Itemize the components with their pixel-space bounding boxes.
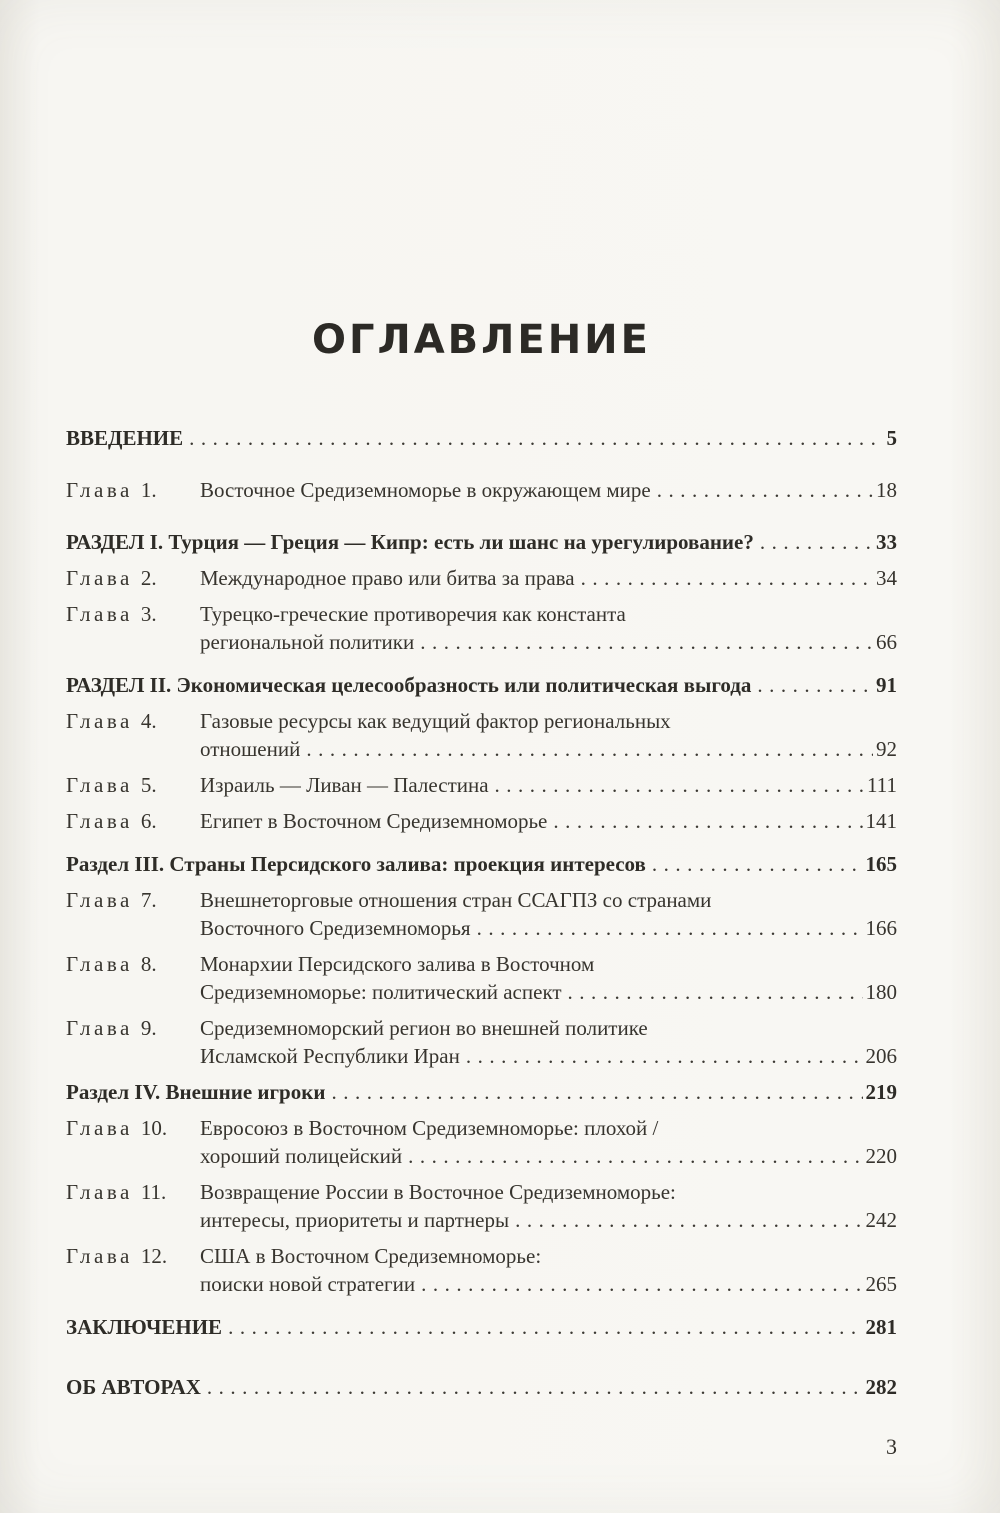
toc-entry-text (66, 1313, 897, 1341)
chapter-label (66, 476, 200, 504)
dot-leader (581, 564, 873, 592)
toc-page-ref: 18 (876, 478, 897, 502)
dot-leader (477, 914, 863, 942)
toc-line (66, 424, 897, 452)
toc-line (200, 707, 897, 735)
dot-leader (515, 1206, 862, 1234)
toc-line (200, 1242, 897, 1270)
toc-line (200, 1142, 897, 1170)
chapter-label (66, 600, 200, 656)
chapter-label-word: Глава (66, 1244, 133, 1268)
toc-entry (66, 1178, 897, 1234)
toc-entry (66, 1373, 897, 1401)
toc-line-text: интересы, приоритеты и партнеры (200, 1208, 510, 1232)
toc-line-text: Исламской Республики Иран (200, 1044, 460, 1068)
dot-leader (657, 476, 873, 504)
chapter-label (66, 1242, 200, 1298)
toc-page-ref: 219 (865, 1080, 897, 1104)
toc-line (200, 807, 897, 835)
toc-page-ref: 91 (876, 673, 897, 697)
toc-line-text: ОБ АВТОРАХ (66, 1375, 201, 1399)
chapter-label-word: Глава (66, 1116, 133, 1140)
toc-entry (66, 950, 897, 1006)
chapter-label-word: Глава (66, 1016, 133, 1040)
toc-line-text: Средиземноморский регион во внешней политике (200, 1016, 648, 1040)
toc-line-text: хороший полицейский (200, 1144, 403, 1168)
toc-entry-text (66, 1078, 897, 1106)
chapter-label (66, 707, 200, 763)
toc-page-ref: 180 (865, 980, 897, 1004)
toc-page-ref: 92 (876, 737, 897, 761)
toc-line-text: Газовые ресурсы как ведущий фактор региональных (200, 709, 671, 733)
toc-line (66, 1078, 897, 1106)
toc-line (200, 628, 897, 656)
table-of-contents (66, 424, 897, 1401)
dot-leader (331, 1078, 862, 1106)
toc-line-text: поиски новой стратегии (200, 1272, 416, 1296)
dot-leader (760, 528, 873, 556)
chapter-label-word: Глава (66, 566, 133, 590)
chapter-label-number: 8. (140, 952, 157, 976)
toc-line (200, 771, 897, 799)
toc-entry (66, 1313, 897, 1341)
toc-line-text: РАЗДЕЛ I. Турция — Греция — Кипр: есть ли шанс на урегулирование? (66, 530, 754, 554)
toc-page-ref: 66 (876, 630, 897, 654)
chapter-label-word: Глава (66, 478, 133, 502)
dot-leader (568, 978, 863, 1006)
toc-entry (66, 886, 897, 942)
toc-entry-text (66, 528, 897, 556)
chapter-label-number: 1. (140, 478, 157, 502)
toc-entry (66, 671, 897, 699)
chapter-label (66, 1014, 200, 1070)
dot-leader (408, 1142, 862, 1170)
dot-leader (495, 771, 865, 799)
toc-line-text: Турецко-греческие противоречия как константа (200, 602, 626, 626)
toc-line (66, 671, 897, 699)
toc-entry (66, 528, 897, 556)
toc-entry-text (66, 424, 897, 452)
chapter-label-word: Глава (66, 1180, 133, 1204)
toc-line (200, 914, 897, 942)
chapter-label (66, 950, 200, 1006)
toc-line-text: Международное право или битва за права (200, 566, 575, 590)
toc-entry-text (200, 1114, 897, 1170)
toc-entry-text (200, 476, 897, 504)
toc-line-text: Средиземноморье: политический аспект (200, 980, 562, 1004)
chapter-label-word: Глава (66, 952, 133, 976)
toc-line-text: региональной политики (200, 630, 415, 654)
toc-page-ref: 34 (876, 566, 897, 590)
chapter-label-number: 2. (140, 566, 157, 590)
toc-line-text: Восточного Средиземноморья (200, 916, 471, 940)
chapter-label-number: 5. (140, 773, 157, 797)
toc-line-text: отношений (200, 737, 301, 761)
toc-entry-text (200, 771, 897, 799)
toc-line (200, 978, 897, 1006)
toc-entry (66, 600, 897, 656)
toc-entry-text (200, 807, 897, 835)
toc-entry-text (200, 1242, 897, 1298)
toc-entry (66, 771, 897, 799)
chapter-label (66, 1114, 200, 1170)
toc-entry (66, 807, 897, 835)
toc-line (66, 850, 897, 878)
toc-line-text: Внешнеторговые отношения стран ССАГПЗ со странами (200, 888, 712, 912)
toc-entry (66, 1078, 897, 1106)
toc-page-ref: 141 (865, 809, 897, 833)
toc-line (200, 1178, 897, 1206)
toc-entry (66, 1114, 897, 1170)
toc-line (200, 1270, 897, 1298)
toc-entry (66, 424, 897, 452)
toc-page-ref: 282 (865, 1375, 897, 1399)
toc-page-ref: 265 (865, 1272, 897, 1296)
toc-line-text: ЗАКЛЮЧЕНИЕ (66, 1315, 223, 1339)
toc-entry (66, 707, 897, 763)
toc-line (200, 950, 897, 978)
toc-line (200, 1114, 897, 1142)
page-title: ОГЛАВЛЕНИЕ (312, 317, 651, 363)
toc-entry (66, 1014, 897, 1070)
toc-line-text: Монархии Персидского залива в Восточном (200, 952, 595, 976)
toc-page-ref: 220 (865, 1144, 897, 1168)
chapter-label-word: Глава (66, 888, 133, 912)
toc-line-text: Восточное Средиземноморье в окружающем мире (200, 478, 651, 502)
toc-line (66, 1313, 897, 1341)
toc-entry (66, 564, 897, 592)
chapter-label-word: Глава (66, 809, 133, 833)
toc-entry-text (200, 1178, 897, 1234)
dot-leader (652, 850, 863, 878)
chapter-label (66, 1178, 200, 1234)
toc-line (200, 1206, 897, 1234)
toc-entry-text (200, 564, 897, 592)
dot-leader (228, 1313, 862, 1341)
toc-entry-text (200, 707, 897, 763)
toc-line (66, 528, 897, 556)
toc-line (200, 476, 897, 504)
chapter-label-number: 6. (140, 809, 157, 833)
toc-page-ref: 5 (886, 426, 897, 450)
toc-line-text: Израиль — Ливан — Палестина (200, 773, 489, 797)
toc-page-ref: 165 (865, 852, 897, 876)
page-number: 3 (886, 1434, 897, 1459)
toc-page-ref: 33 (876, 530, 897, 554)
chapter-label (66, 771, 200, 799)
toc-line-text: США в Восточном Средиземноморье: (200, 1244, 542, 1268)
toc-entry-text (66, 671, 897, 699)
toc-entry-text (66, 850, 897, 878)
toc-line-text: Раздел III. Страны Персидского залива: проекция интересов (66, 852, 646, 876)
toc-entry-text (200, 886, 897, 942)
toc-page-ref: 166 (865, 916, 897, 940)
chapter-label-number: 11. (140, 1180, 167, 1204)
toc-entry (66, 850, 897, 878)
toc-entry-text (200, 600, 897, 656)
dot-leader (207, 1373, 863, 1401)
dot-leader (420, 628, 873, 656)
chapter-label-word: Глава (66, 773, 133, 797)
toc-line (200, 735, 897, 763)
toc-line-text: Евросоюз в Восточном Средиземноморье: плохой / (200, 1116, 659, 1140)
toc-page-ref: 281 (865, 1315, 897, 1339)
toc-page-ref: 111 (867, 773, 897, 797)
dot-leader (421, 1270, 862, 1298)
chapter-label-number: 7. (140, 888, 157, 912)
toc-entry (66, 476, 897, 504)
toc-line-text: Египет в Восточном Средиземноморье (200, 809, 548, 833)
toc-line (200, 886, 897, 914)
chapter-label-number: 12. (140, 1244, 168, 1268)
toc-line (200, 564, 897, 592)
toc-line (200, 1014, 897, 1042)
dot-leader (466, 1042, 863, 1070)
toc-line-text: Раздел IV. Внешние игроки (66, 1080, 326, 1104)
toc-line (200, 1042, 897, 1070)
toc-entry-text (66, 1373, 897, 1401)
toc-line-text: РАЗДЕЛ II. Экономическая целесообразность или политическая выгода (66, 673, 752, 697)
toc-entry-text (200, 950, 897, 1006)
dot-leader (553, 807, 862, 835)
toc-line-text: ВВЕДЕНИЕ (66, 426, 184, 450)
chapter-label (66, 886, 200, 942)
toc-line (200, 600, 897, 628)
chapter-label-word: Глава (66, 709, 133, 733)
toc-page-ref: 206 (865, 1044, 897, 1068)
toc-page-ref: 242 (865, 1208, 897, 1232)
dot-leader (189, 424, 876, 452)
chapter-label (66, 564, 200, 592)
toc-entry-text (200, 1014, 897, 1070)
chapter-label-number: 4. (140, 709, 157, 733)
chapter-label-number: 3. (140, 602, 157, 626)
chapter-label (66, 807, 200, 835)
toc-line (66, 1373, 897, 1401)
dot-leader (757, 671, 873, 699)
toc-line-text: Возвращение России в Восточное Средиземноморье: (200, 1180, 676, 1204)
chapter-label-number: 9. (140, 1016, 157, 1040)
toc-entry (66, 1242, 897, 1298)
chapter-label-word: Глава (66, 602, 133, 626)
chapter-label-number: 10. (140, 1116, 168, 1140)
dot-leader (306, 735, 873, 763)
